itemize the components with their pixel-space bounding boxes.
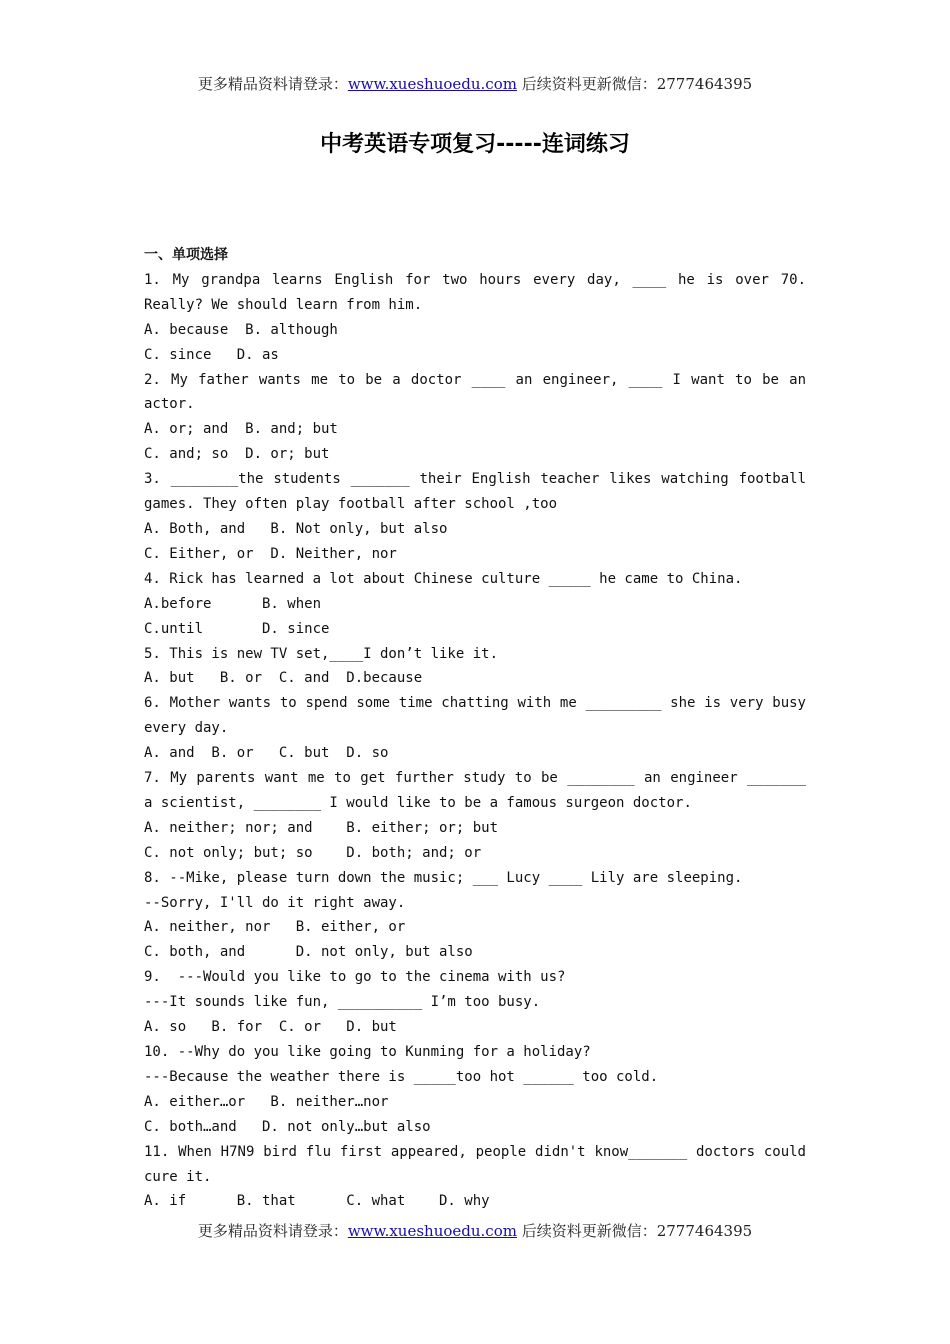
question-3-options-ab: A. Both, and B. Not only, but also xyxy=(144,520,448,537)
question-8: 8. --Mike, please turn down the music; ___ Lucy ____ Lily are sleeping. xyxy=(144,869,743,886)
question-5: 5. This is new TV set,____I don’t like it. xyxy=(144,645,499,662)
question-10-reply: ---Because the weather there is _____too hot ______ too cold. xyxy=(144,1068,659,1085)
question-7: 7. My parents want me to get further study to be ________ an engineer _______ a scientist, ________ I would like to be a famous surgeon doctor. xyxy=(144,770,806,811)
question-3: 3. ________the students _______ their English teacher likes watching football games. They often play football after school ,too xyxy=(144,471,806,513)
question-11-options: A. if B. that C. what D. why xyxy=(144,1193,490,1210)
question-1-options-ab: A. because B. although xyxy=(144,321,338,338)
question-2: 2. My father wants me to be a doctor ____ an engineer, ____ I want to be an actor. xyxy=(144,371,806,413)
question-8-options-cd: C. both, and D. not only, but also xyxy=(144,944,473,961)
question-2-options-cd: C. and; so D. or; but xyxy=(144,446,330,463)
header-prefix: 更多精品资料请登录： xyxy=(197,75,348,93)
question-10: 10. --Why do you like going to Kunming for a holiday? xyxy=(144,1044,591,1060)
question-4-options-cd: C.until D. since xyxy=(144,620,330,637)
exercise-content xyxy=(144,243,806,1214)
question-6-options: A. and B. or C. but D. so xyxy=(144,745,389,762)
question-9: 9. ---Would you like to go to the cinema with us? xyxy=(144,969,566,986)
header-banner xyxy=(0,74,950,94)
question-10-options-ab: A. either…or B. neither…nor xyxy=(144,1093,389,1110)
question-7-options-ab: A. neither; nor; and B. either; or; but xyxy=(144,819,499,836)
question-3-options-cd: C. Either, or D. Neither, nor xyxy=(144,545,397,562)
question-8-options-ab: A. neither, nor B. either, or xyxy=(144,919,406,936)
question-5-options: A. but B. or C. and D.because xyxy=(144,670,423,687)
question-9-options: A. so B. for C. or D. but xyxy=(144,1019,397,1036)
question-6: 6. Mother wants to spend some time chatting with me _________ she is very busy every day. xyxy=(144,695,806,737)
question-10-options-cd: C. both…and D. not only…but also xyxy=(144,1118,431,1135)
question-4: 4. Rick has learned a lot about Chinese culture _____ he came to China. xyxy=(144,570,743,587)
question-9-reply: ---It sounds like fun, __________ I’m too busy. xyxy=(144,994,541,1011)
question-1: 1. My grandpa learns English for two hours every day, ____ he is over 70. Really? We should learn from him. xyxy=(144,271,806,313)
header-suffix: 后续资料更新微信：2777464395 xyxy=(516,75,753,93)
footer-banner xyxy=(0,1221,950,1241)
question-1-options-cd: C. since D. as xyxy=(144,346,279,363)
section-heading: 一、单项选择 xyxy=(144,247,228,263)
page-title: 中考英语专项复习-----连词练习 xyxy=(320,132,630,157)
footer-suffix: 后续资料更新微信：2777464395 xyxy=(516,1222,753,1240)
question-4-options-ab: A.before B. when xyxy=(144,595,322,612)
footer-site-link[interactable]: www.xueshuoedu.com xyxy=(347,1222,517,1240)
question-7-options-cd: C. not only; but; so D. both; and; or xyxy=(144,844,482,861)
question-8-reply: --Sorry, I'll do it right away. xyxy=(144,894,406,911)
footer-prefix: 更多精品资料请登录： xyxy=(197,1222,348,1240)
header-site-link[interactable]: www.xueshuoedu.com xyxy=(347,75,517,93)
question-11: 11. When H7N9 bird flu first appeared, people didn't know_______ doctors could cure it. xyxy=(144,1143,806,1185)
question-2-options-ab: A. or; and B. and; but xyxy=(144,421,338,438)
